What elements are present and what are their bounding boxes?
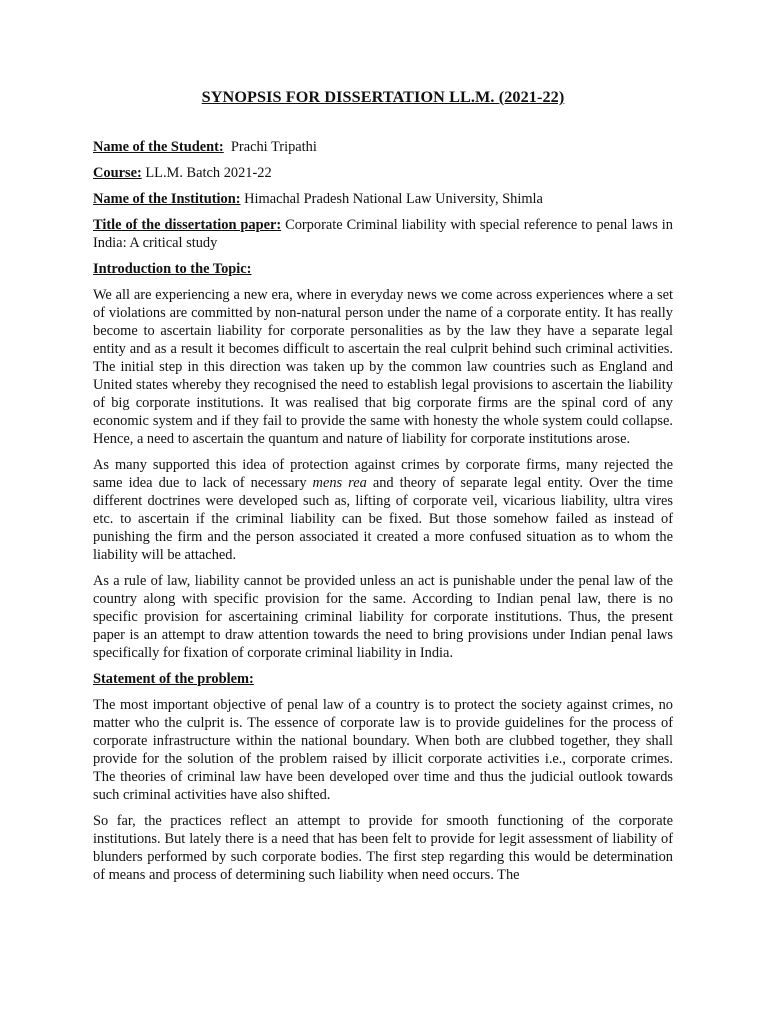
paragraph: The most important objective of penal law of a country is to protect the society against crimes, no matter who the culprit is. The essence of corporate law is to provide guidelines for the process of corporate infrastructure within the national boundary. When both are clubbed together, they shall provide for the solution of the problem raised by illicit corporate activities i.e., corporate crimes. The theories of criminal law have been developed over time and thus the judicial outlook towards such criminal activities have also shifted. [93,697,673,803]
paragraph-text: and theory of separate legal entity. Over the time different doctrines were developed such as, lifting of corporate veil, vicarious liability, ultra vires etc. to ascertain if the criminal liability can be fixed. But those somehow failed as instead of punishing the firm and the person associated it created a more confused situation as to whom the liability will be attached. [93,475,673,563]
paragraph [93,456,673,564]
field-value: LL.M. Batch 2021-22 [145,165,272,181]
field-value: Himachal Pradesh National Law University, Shimla [244,191,543,207]
field-label: Name of the Student: [93,139,224,155]
field-value: Prachi Tripathi [230,139,317,155]
italic-term: mens rea [312,475,367,491]
field-label: Name of the Institution: [93,191,241,207]
paragraph-text: As many supported this idea of protection against crimes by corporate firms, many rejected the same idea due to lack of necessary [93,457,673,491]
field-student-name [93,138,673,156]
document-title: SYNOPSIS FOR DISSERTATION LL.M. (2021-22) [201,88,565,106]
document-page [93,86,673,892]
paragraph: As a rule of law, liability cannot be provided unless an act is punishable under the penal law of the country along with specific provision for the same. According to Indian penal law, there is no specific provision for ascertaining criminal liability for corporate institutions. Thus, the present paper is an attempt to draw attention towards the need to bring provisions under Indian penal laws specifically for fixation of corporate criminal liability in India. [93,573,673,661]
section-heading-problem-statement: Statement of the problem: [93,671,254,687]
field-label: Course: [93,165,142,181]
field-dissertation-title [93,216,673,252]
field-course [93,164,673,182]
field-label: Title of the dissertation paper: [93,217,282,233]
field-value: Corporate Criminal liability with special reference to penal laws in India: A critical study [93,217,673,251]
paragraph: So far, the practices reflect an attempt to provide for smooth functioning of the corporate institutions. But lately there is a need that has been felt to provide for legit assessment of liability of blunders performed by such corporate bodies. The first step regarding this would be determination of means and process of determining such liability when need occurs. The [93,813,673,883]
section-heading-introduction: Introduction to the Topic: [93,261,252,277]
paragraph: We all are experiencing a new era, where in everyday news we come across experiences where a set of violations are committed by non-natural person under the name of a corporate entity. It has really become to ascertain liability for corporate personalities as by the law they have a separate legal entity and as a result it becomes difficult to ascertain the real culprit behind such criminal activities. The initial step in this direction was taken up by the common law countries such as England and United states whereby they recognised the need to establish legal provisions to ascertain the liability of big corporate institutions. It was realised that big corporate firms are the spinal cord of any economic system and if they fail to provide the same with honesty the whole system could collapse. Hence, a need to ascertain the quantum and nature of liability for corporate institutions arose. [93,287,673,447]
field-institution [93,190,673,208]
